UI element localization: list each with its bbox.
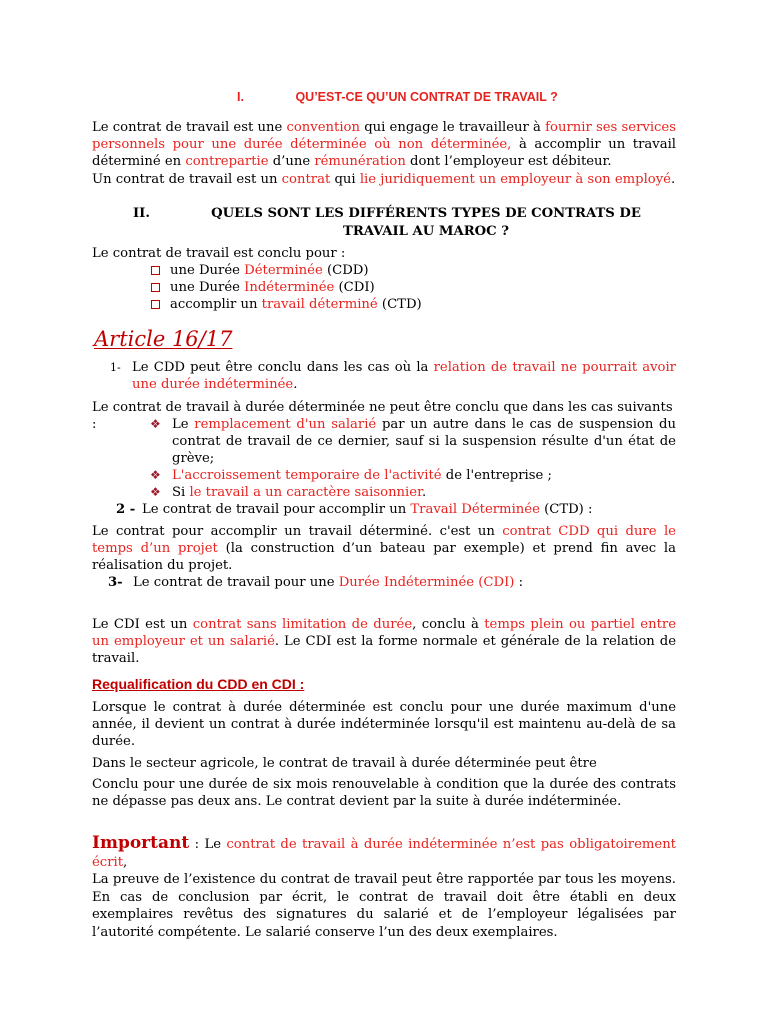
section-2-number: II. xyxy=(133,206,150,221)
text: , xyxy=(123,854,128,870)
text: d’une xyxy=(268,154,315,169)
text: de l'entreprise ; xyxy=(441,468,552,483)
text: Le contrat de travail est une xyxy=(92,120,287,135)
definition-paragraph xyxy=(92,119,676,170)
text: Si xyxy=(172,485,190,500)
item-number: 2 - xyxy=(116,502,136,517)
diamond-bullet-icon: ❖ xyxy=(150,468,161,482)
highlight: contrat sans limitation de durée xyxy=(192,617,413,632)
highlight: Déterminée xyxy=(244,263,323,278)
checkbox-bullet-icon xyxy=(151,300,160,309)
text: (CTD) xyxy=(377,297,422,312)
text: , conclu à xyxy=(412,617,485,632)
text: : xyxy=(514,575,524,590)
important-paragraph xyxy=(92,835,676,941)
text: : Le xyxy=(189,837,227,852)
text: . xyxy=(670,172,676,187)
requalification-heading: Requalification du CDD en CDI : xyxy=(92,676,305,692)
item-1 xyxy=(92,359,676,393)
highlight: contrepartie xyxy=(185,154,269,169)
highlight: remplacement d'un salarié xyxy=(194,417,377,432)
types-list xyxy=(151,262,422,313)
list-item xyxy=(150,484,676,501)
important-body: La preuve de l’existence du contrat de travail peut être rapportée par tous les moyens. En cas de conclusion par écrit, le contrat de travail doit être établi en deux exemplaires revêtus des signatures du salarié et de l’employeur légalisées par l’autorité compétente. Le salarié conserve l’un des deux exemplaires. xyxy=(92,872,676,940)
highlight: lie juridiquement un employeur à son employé xyxy=(359,172,671,187)
highlight: relation de travail ne pourrait avoir une durée indéterminée xyxy=(132,360,676,392)
important-label: Important xyxy=(92,833,190,853)
text: qui xyxy=(330,172,360,187)
highlight: convention xyxy=(286,120,360,135)
item-3 xyxy=(92,574,676,591)
item-number: 3- xyxy=(108,575,123,590)
text: . xyxy=(421,485,427,500)
section-2-title: QUELS SONT LES DIFFÉRENTS TYPES DE CONTRATS DE TRAVAIL AU MAROC ? xyxy=(211,206,641,239)
requalification-paragraph-3: Conclu pour une durée de six mois renouvelable à condition que la durée des contrats ne dépasse pas deux ans. Le contrat devient par la suite à durée indéterminée. xyxy=(92,777,676,809)
text: (CDD) xyxy=(322,263,369,278)
text: à accomplir un travail déterminé en xyxy=(92,137,677,169)
text: Le contrat de travail pour une xyxy=(133,575,339,590)
list-item xyxy=(151,279,422,296)
highlight: Durée Indéterminée (CDI) xyxy=(338,575,515,590)
case-text xyxy=(172,484,676,501)
list-item xyxy=(151,262,422,279)
text: . Le CDI est la forme normale et générale de la relation de travail. xyxy=(92,634,676,666)
highlight: Indéterminée xyxy=(244,280,335,295)
text: Le CDI est un xyxy=(92,617,193,632)
highlight: le travail a un caractère saisonnier xyxy=(189,485,422,500)
highlight: contrat CDD qui dure le temps d’un projet xyxy=(92,524,676,556)
section-1-title: QU’EST-CE QU’UN CONTRAT DE TRAVAIL ? xyxy=(295,90,558,104)
text: Le xyxy=(172,417,195,432)
checkbox-bullet-icon xyxy=(151,283,160,292)
section-1-number: I. xyxy=(237,90,244,104)
list-item xyxy=(150,416,676,467)
highlight: Travail Déterminée xyxy=(410,502,540,517)
requalification-paragraph-2: Dans le secteur agricole, le contrat de travail à durée déterminée peut être xyxy=(92,756,597,771)
highlight: fournir ses services personnels pour une durée déterminée où non déterminée, xyxy=(92,120,676,152)
text: (la construction d’un bateau par exemple) et prend fin avec la réalisation du projet. xyxy=(92,541,676,573)
text: (CDI) xyxy=(334,280,375,295)
text: Le contrat pour accomplir un travail déterminé. c'est un xyxy=(92,524,503,539)
text: une Durée xyxy=(170,280,245,295)
text: qui engage le travailleur à xyxy=(360,120,546,135)
item-1-text xyxy=(132,359,676,393)
case-text xyxy=(172,416,676,467)
text: Un contrat de travail est un xyxy=(92,172,282,187)
highlight: temps plein ou partiel entre un employeur et un salarié xyxy=(92,617,677,649)
text: dont l’employeur est débiteur. xyxy=(405,154,612,169)
diamond-bullet-icon: ❖ xyxy=(150,485,161,499)
text: Le CDD peut être conclu dans les cas où la xyxy=(132,360,434,375)
text: par un autre dans le cas de suspension du contrat de travail de ce dernier, sauf si la suspension résulte d'un état de grève; xyxy=(172,417,676,466)
item-2 xyxy=(92,501,676,518)
highlight: travail déterminé xyxy=(261,297,378,312)
highlight: contrat de travail à durée indéterminée n’est pas obligatoirement écrit xyxy=(92,837,676,870)
section-2-heading xyxy=(133,205,673,241)
list-item xyxy=(151,296,422,313)
list-item xyxy=(150,467,676,484)
text: (CTD) : xyxy=(539,502,593,517)
cdd-cases-intro: Le contrat de travail à durée déterminée ne peut être conclu que dans les cas suivants : xyxy=(92,400,673,432)
highlight: L'accroissement temporaire de l'activité xyxy=(172,468,442,483)
case-text xyxy=(172,467,676,484)
highlight: contrat xyxy=(281,172,331,187)
types-intro: Le contrat de travail est conclu pour : xyxy=(92,246,346,261)
item-number: 1- xyxy=(110,361,121,374)
section-1-heading xyxy=(237,90,558,104)
text: Le contrat de travail pour accomplir un xyxy=(142,502,411,517)
requalification-paragraph-1: Lorsque le contrat à durée déterminée est conclu pour une durée maximum d'une année, il devient un contrat à durée indéterminée lorsqu'il est maintenu au-delà de sa durée. xyxy=(92,700,676,749)
text: une Durée xyxy=(170,263,245,278)
ctd-paragraph xyxy=(92,523,676,574)
item-3-text xyxy=(133,574,676,591)
item-2-text xyxy=(142,501,676,518)
cdd-cases-list xyxy=(150,416,676,501)
diamond-bullet-icon: ❖ xyxy=(150,417,161,431)
cdi-paragraph xyxy=(92,616,676,667)
checkbox-bullet-icon xyxy=(151,266,160,275)
contract-definition-line xyxy=(92,171,676,188)
text: . xyxy=(293,377,298,392)
article-heading: Article 16/17 xyxy=(94,327,233,351)
text: accomplir un xyxy=(170,297,262,312)
highlight: rémunération xyxy=(314,154,406,169)
